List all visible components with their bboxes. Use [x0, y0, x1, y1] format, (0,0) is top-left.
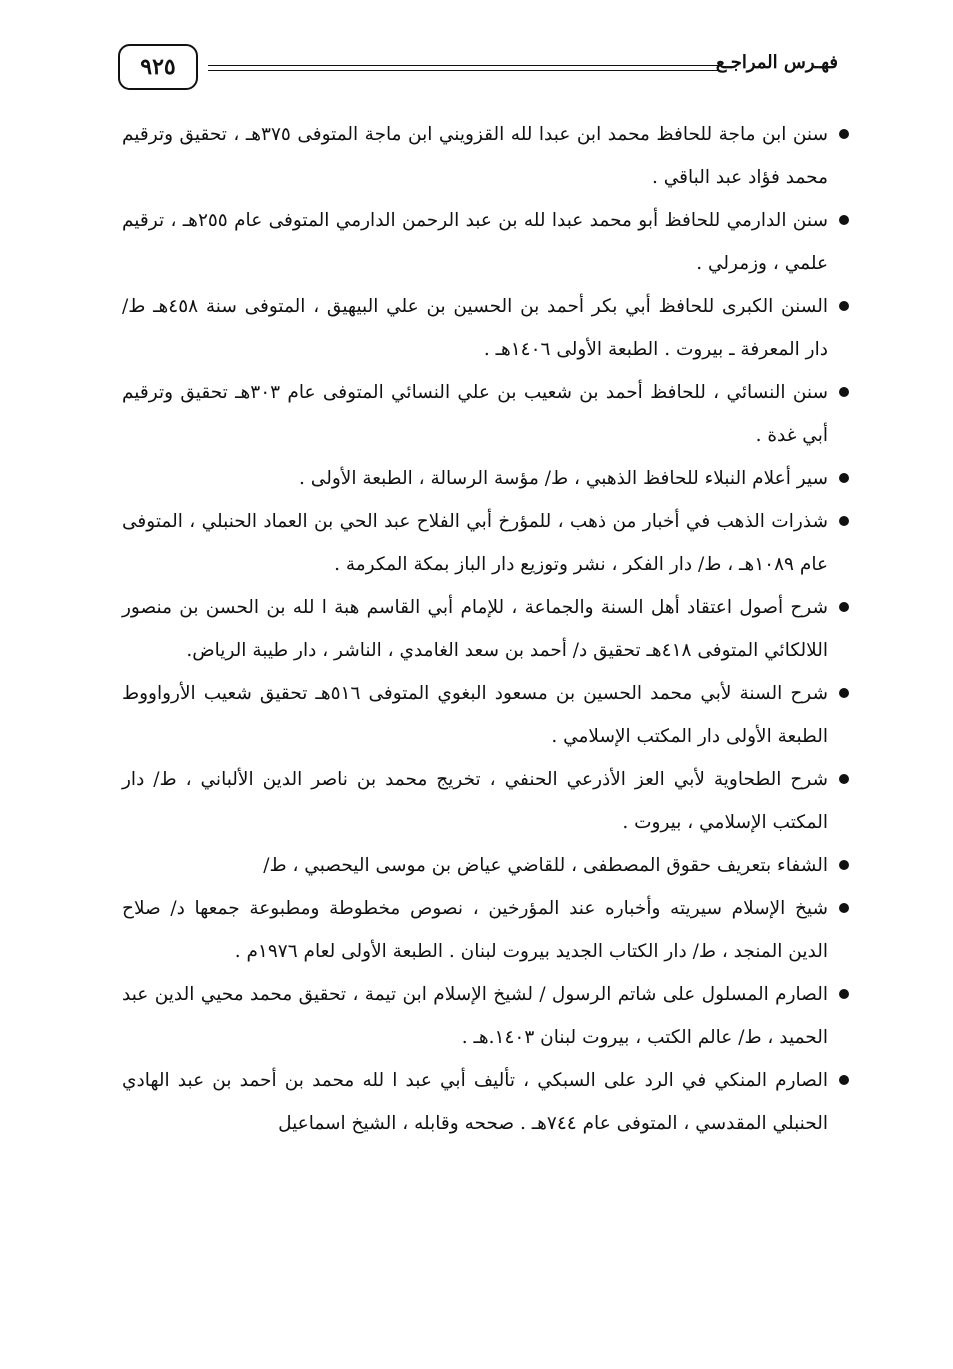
reference-text: السنن الكبرى للحافظ أبي بكر أحمد بن الحسين بن علي البيهيق ، المتوفى سنة ٤٥٨هـ ط/ دار المعرفة ـ بيروت . الطبعة الأولى ١٤٠٦هـ . — [122, 296, 828, 360]
list-item — [122, 758, 850, 844]
bullet-icon — [839, 903, 849, 913]
list-item — [122, 199, 850, 285]
list-item — [122, 1059, 850, 1145]
reference-text: شذرات الذهب في أخبار من ذهب ، للمؤرخ أبي الفلاح عبد الحي بن العماد الحنبلي ، المتوفى عام ١٠٨٩هـ ، ط/ دار الفكر ، نشر وتوزيع دار الباز بمكة المكرمة . — [122, 511, 828, 575]
list-item — [122, 371, 850, 457]
header-rule — [208, 65, 720, 71]
list-item — [122, 285, 850, 371]
bullet-icon — [839, 602, 849, 612]
reference-text: شيخ الإسلام سيريته وأخباره عند المؤرخين ، نصوص مخطوطة ومطبوعة جمعها د/ صلاح الدين المنجد ، ط/ دار الكتاب الجديد بيروت لبنان . الطبعة الأولى لعام ١٩٧٦م . — [122, 898, 828, 962]
header-title: فهـرس المراجـع — [715, 52, 838, 73]
list-item — [122, 973, 850, 1059]
bullet-icon — [839, 989, 849, 999]
list-item — [122, 672, 850, 758]
list-item — [122, 113, 850, 199]
bullet-icon — [839, 1075, 849, 1085]
bullet-icon — [839, 473, 849, 483]
reference-text: سنن الدارمي للحافظ أبو محمد عبدا لله بن عبد الرحمن الدارمي المتوفى عام ٢٥٥هـ ، ترقيم علمي ، وزمرلي . — [122, 210, 828, 274]
list-item — [122, 586, 850, 672]
references-list — [122, 113, 850, 1145]
reference-text: شرح الطحاوية لأبي العز الأذرعي الحنفي ، تخريج محمد بن ناصر الدين الألباني ، ط/ دار المكتب الإسلامي ، بيروت . — [122, 769, 828, 833]
reference-text: الصارم المسلول على شاتم الرسول / لشيخ الإسلام ابن تيمة ، تحقيق محمد محيي الدين عبد الحميد ، ط/ عالم الكتب ، بيروت لبنان ١٤٠٣.هـ . — [122, 984, 828, 1048]
bullet-icon — [839, 301, 849, 311]
list-item — [122, 844, 850, 887]
list-item — [122, 500, 850, 586]
bullet-icon — [839, 860, 849, 870]
reference-text: الصارم المنكي في الرد على السبكي ، تأليف أبي عبد ا لله محمد بن أحمد بن عبد الهادي الحنبلي المقدسي ، المتوفى عام ٧٤٤هـ . صححه وقابله ، الشيخ اسماعيل — [122, 1070, 828, 1134]
bullet-icon — [839, 516, 849, 526]
bullet-icon — [839, 215, 849, 225]
list-item — [122, 887, 850, 973]
reference-text: شرح السنة لأبي محمد الحسين بن مسعود البغوي المتوفى ٥١٦هـ تحقيق شعيب الأرواووط الطبعة الأولى دار المكتب الإسلامي . — [122, 683, 828, 747]
bullet-icon — [839, 688, 849, 698]
reference-text: شرح أصول اعتقاد أهل السنة والجماعة ، للإمام أبي القاسم هبة ا لله بن الحسن بن منصور اللالكائي المتوفى ٤١٨هـ تحقيق د/ أحمد بن سعد الغامدي ، الناشر ، دار طيبة الرياض. — [122, 597, 828, 661]
bullet-icon — [839, 129, 849, 139]
reference-text: الشفاء بتعريف حقوق المصطفى ، للقاضي عياض بن موسى اليحصبي ، ط/ — [263, 855, 828, 876]
page-header — [118, 44, 838, 92]
reference-text: سير أعلام النبلاء للحافظ الذهبي ، ط/ مؤسة الرسالة ، الطبعة الأولى . — [299, 468, 828, 489]
reference-text: سنن النسائي ، للحافظ أحمد بن شعيب بن علي النسائي المتوفى عام ٣٠٣هـ تحقيق وترقيم أبي غدة . — [122, 382, 828, 446]
reference-text: سنن ابن ماجة للحافظ محمد ابن عبدا لله القزويني ابن ماجة المتوفى ٣٧٥هـ ، تحقيق وترقيم محمد فؤاد عبد الباقي . — [122, 124, 829, 188]
bullet-icon — [839, 387, 849, 397]
list-item — [122, 457, 850, 500]
page-number — [118, 44, 198, 90]
bullet-icon — [839, 774, 849, 784]
page-number-text: ٩٢٥ — [140, 54, 176, 80]
